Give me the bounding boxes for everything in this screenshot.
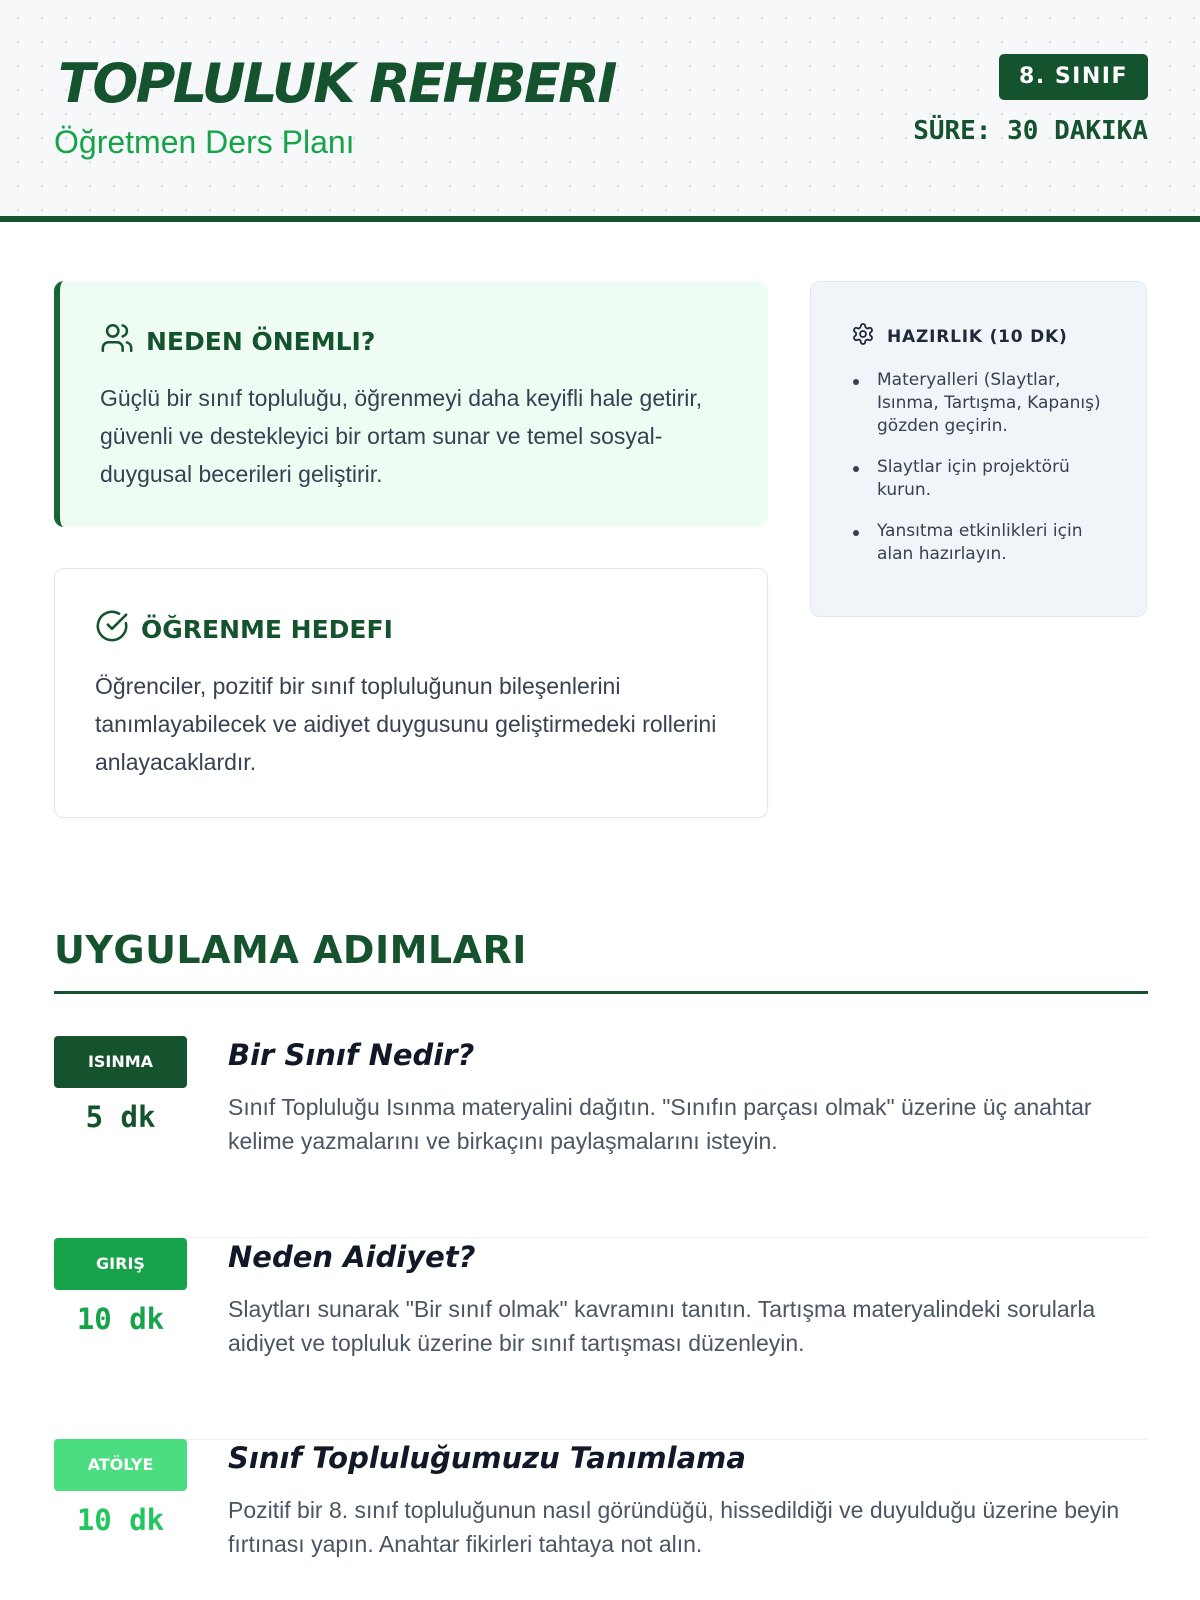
- goal-heading-row: [95, 609, 727, 649]
- step-tag: GIRIŞ: [54, 1238, 187, 1290]
- users-icon: [100, 321, 134, 361]
- step-tag: ISINMA: [54, 1036, 187, 1088]
- step-description: Sınıf Topluluğu Isınma materyalini dağıtın. "Sınıfın parçası olmak" üzerine üç anahtar kelime yazmalarını ve birkaçını paylaşmalarını isteyin.: [228, 1094, 1092, 1154]
- step-row: [54, 1238, 1148, 1440]
- prep-list: [851, 369, 1108, 566]
- why-heading: NEDEN ÖNEMLI?: [146, 326, 376, 356]
- step-time: 5 dk: [85, 1100, 156, 1134]
- goal-heading: ÖĞRENME HEDEFI: [141, 614, 393, 644]
- prep-card: [810, 281, 1147, 617]
- step-description: Slaytları sunarak "Bir sınıf olmak" kavramını tanıtın. Tartışma materyalindeki sorularla aidiyet ve topluluk üzerine bir sınıf tartışması düzenleyin.: [228, 1296, 1096, 1356]
- goal-card: [54, 568, 768, 818]
- duration-label: SÜRE: 30 DAKIKA: [913, 116, 1148, 146]
- page-subtitle: Öğretmen Ders Planı: [54, 124, 355, 160]
- step-row: [54, 1036, 1148, 1238]
- gear-icon: [851, 322, 875, 351]
- prep-item: Yansıtma etkinlikleri için alan hazırlayın.: [851, 520, 1108, 566]
- prep-heading: HAZIRLIK (10 DK): [887, 326, 1068, 347]
- prep-item: Slaytlar için projektörü kurun.: [851, 456, 1108, 502]
- why-body: Güçlü bir sınıf topluluğu, öğrenmeyi daha keyifli hale getirir, güvenli ve destekleyici bir ortam sunar ve temel sosyal-duygusal becerileri geliştirir.: [100, 385, 703, 487]
- page-title: TOPLULUK REHBERI: [58, 52, 615, 115]
- why-card: [54, 281, 768, 527]
- steps-divider: [54, 991, 1148, 994]
- step-time: 10 dk: [76, 1503, 165, 1537]
- step-row: [54, 1439, 1148, 1600]
- step-time: 10 dk: [76, 1302, 165, 1336]
- step-heading: Bir Sınıf Nedir?: [228, 1038, 475, 1072]
- header: [0, 0, 1200, 222]
- steps-section-title: UYGULAMA ADIMLARI: [54, 928, 527, 972]
- step-description: Pozitif bir 8. sınıf topluluğunun nasıl göründüğü, hissedildiği ve duyulduğu üzerine beyin fırtınası yapın. Anahtar fikirleri tahtaya not alın.: [228, 1497, 1120, 1557]
- step-heading: Neden Aidiyet?: [228, 1240, 476, 1274]
- prep-item: Materyalleri (Slaytlar, Isınma, Tartışma, Kapanış) gözden geçirin.: [851, 369, 1108, 438]
- step-heading: Sınıf Topluluğumuzu Tanımlama: [228, 1441, 746, 1475]
- prep-heading-row: [851, 322, 1108, 351]
- goal-body: Öğrenciler, pozitif bir sınıf topluluğunun bileşenlerini tanımlayabilecek ve aidiyet duygusunu geliştirmedeki rollerini anlayacaklardır.: [95, 673, 717, 775]
- step-tag: ATÖLYE: [54, 1439, 187, 1491]
- grade-badge: 8. SINIF: [999, 54, 1148, 100]
- check-circle-icon: [95, 609, 129, 649]
- why-heading-row: [100, 321, 728, 361]
